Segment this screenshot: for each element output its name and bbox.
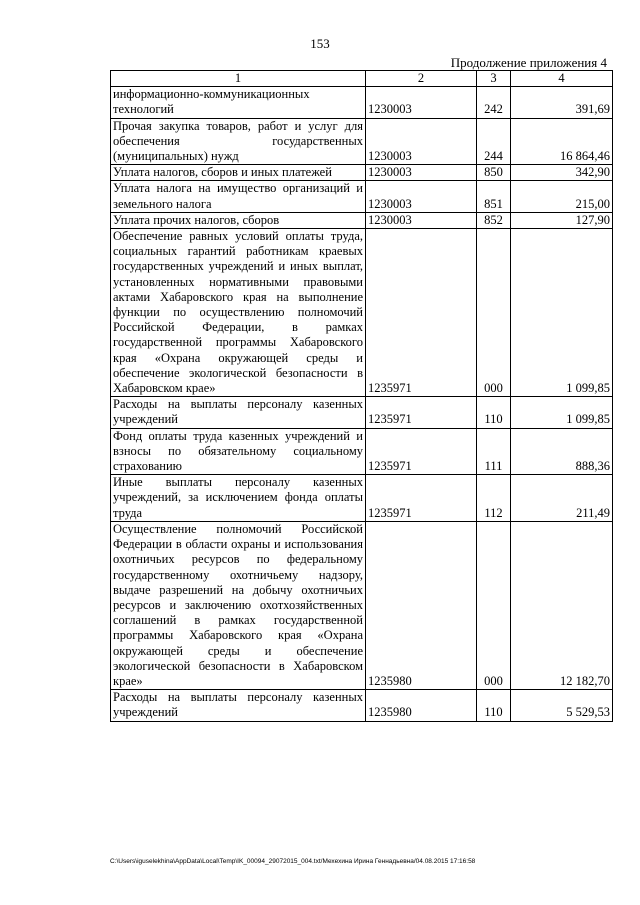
column-header-name: 1 xyxy=(111,71,366,87)
table-row xyxy=(111,690,613,721)
row-code: 1235980 xyxy=(366,690,477,721)
column-header-type: 3 xyxy=(477,71,511,87)
row-name: Уплата прочих налогов, сборов xyxy=(111,212,366,228)
row-name: информационно-коммуникационных технологий xyxy=(111,87,366,118)
row-name: Прочая закупка товаров, работ и услуг для обеспечения государственных (муниципальных) нужд xyxy=(111,118,366,165)
table-row xyxy=(111,181,613,212)
table-row xyxy=(111,229,613,397)
row-name: Уплата налогов, сборов и иных платежей xyxy=(111,165,366,181)
row-name: Обеспечение равных условий оплаты труда, социальных гарантий работникам краевых государственных учреждений и иных выплат, установленных нормативными правовыми актами Хабаровского края на выполнение функции по осуществлению полномочий Российской Федерации, в рамках государственной программы Хабаровского края «Охрана окружающей среды и обеспечение экологической безопасности в Хабаровском крае» xyxy=(111,229,366,397)
row-type: 852 xyxy=(477,212,511,228)
column-header-code: 2 xyxy=(366,71,477,87)
row-code: 1235971 xyxy=(366,475,477,522)
page-number: 153 xyxy=(310,36,330,51)
row-code: 1235980 xyxy=(366,521,477,689)
row-type: 110 xyxy=(477,397,511,428)
row-amount: 127,90 xyxy=(511,212,613,228)
row-code: 1235971 xyxy=(366,428,477,475)
row-type: 242 xyxy=(477,87,511,118)
row-name: Уплата налога на имущество организаций и земельного налога xyxy=(111,181,366,212)
row-type: 112 xyxy=(477,475,511,522)
table-row xyxy=(111,428,613,475)
row-type: 000 xyxy=(477,521,511,689)
row-amount: 12 182,70 xyxy=(511,521,613,689)
table-row xyxy=(111,87,613,118)
table-row xyxy=(111,212,613,228)
table-row xyxy=(111,521,613,689)
table-row xyxy=(111,118,613,165)
row-code: 1230003 xyxy=(366,87,477,118)
row-type: 850 xyxy=(477,165,511,181)
row-code: 1230003 xyxy=(366,165,477,181)
row-name: Расходы на выплаты персоналу казенных учреждений xyxy=(111,690,366,721)
row-name: Расходы на выплаты персоналу казенных учреждений xyxy=(111,397,366,428)
row-amount: 211,49 xyxy=(511,475,613,522)
row-code: 1230003 xyxy=(366,118,477,165)
table-row xyxy=(111,397,613,428)
row-amount: 1 099,85 xyxy=(511,397,613,428)
row-code: 1235971 xyxy=(366,397,477,428)
row-amount: 1 099,85 xyxy=(511,229,613,397)
row-name: Иные выплаты персоналу казенных учреждений, за исключением фонда оплаты труда xyxy=(111,475,366,522)
row-code: 1235971 xyxy=(366,229,477,397)
document-footer-path: C:\Users\iguselekhina\AppData\Local\Temp\IK_00094_29072015_004.txt/Мехехина Ирина Геннадьевна/04.08.2015 17:16:58 xyxy=(110,858,476,865)
row-amount: 888,36 xyxy=(511,428,613,475)
column-header-amount: 4 xyxy=(511,71,613,87)
table-header-row xyxy=(111,71,613,87)
row-code: 1230003 xyxy=(366,212,477,228)
row-type: 244 xyxy=(477,118,511,165)
row-amount: 5 529,53 xyxy=(511,690,613,721)
budget-table xyxy=(110,70,613,722)
table-row xyxy=(111,165,613,181)
row-type: 111 xyxy=(477,428,511,475)
row-code: 1230003 xyxy=(366,181,477,212)
row-name: Осуществление полномочий Российской Федерации в области охраны и использования охотничьих ресурсов по федеральному государственному охотничьему надзору, выдаче разрешений на добычу охотничьих ресурсов и заключению охотхозяйственных соглашений в рамках государственной программы Хабаровского края «Охрана окружающей среды и обеспечение экологической безопасности в Хабаровском крае» xyxy=(111,521,366,689)
row-type: 110 xyxy=(477,690,511,721)
row-amount: 16 864,46 xyxy=(511,118,613,165)
row-type: 851 xyxy=(477,181,511,212)
table-row xyxy=(111,475,613,522)
row-type: 000 xyxy=(477,229,511,397)
row-amount: 342,90 xyxy=(511,165,613,181)
row-amount: 391,69 xyxy=(511,87,613,118)
row-amount: 215,00 xyxy=(511,181,613,212)
row-name: Фонд оплаты труда казенных учреждений и взносы по обязательному социальному страхованию xyxy=(111,428,366,475)
appendix-continuation-label: Продолжение приложения 4 xyxy=(450,55,607,70)
